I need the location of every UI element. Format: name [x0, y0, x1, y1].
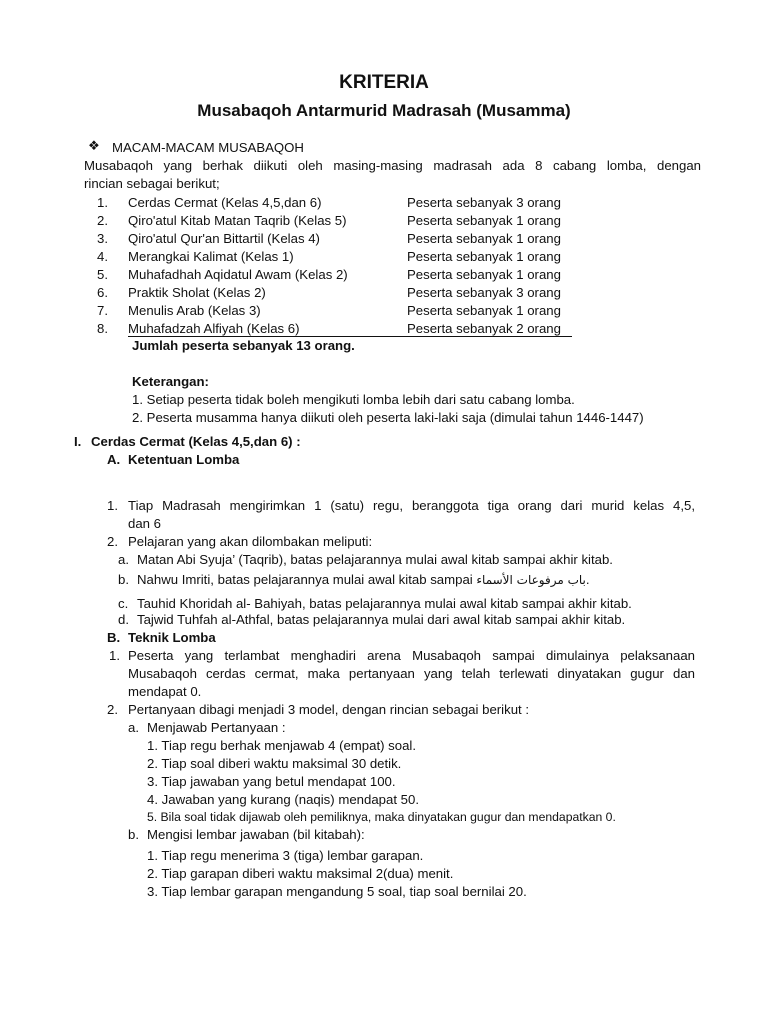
list-number: 1.	[107, 498, 118, 513]
lomba-number: 3.	[97, 231, 108, 246]
underline-divider	[128, 336, 572, 337]
subsection-heading-teknik: Teknik Lomba	[128, 630, 216, 645]
lomba-number: 4.	[97, 249, 108, 264]
lomba-name: Cerdas Cermat (Kelas 4,5,dan 6)	[128, 195, 322, 210]
lomba-number: 2.	[97, 213, 108, 228]
lomba-peserta: Peserta sebanyak 1 orang	[407, 231, 561, 246]
model-a-heading: Menjawab Pertanyaan :	[147, 720, 286, 735]
subsection-label-a: A.	[107, 452, 121, 467]
lomba-number: 8.	[97, 321, 108, 336]
lomba-number: 1.	[97, 195, 108, 210]
list-letter: c.	[118, 596, 129, 611]
pelajaran-item: Tauhid Khoridah al- Bahiyah, batas pelajarannya mulai awal kitab sampai akhir kitab.	[137, 596, 632, 611]
arabic-text: باب مرفوعات الأسماء	[476, 573, 586, 587]
lomba-number: 7.	[97, 303, 108, 318]
intro-line-1: Musabaqoh yang berhak diikuti oleh masing-masing madrasah ada 8 cabang lomba, dengan	[84, 158, 701, 173]
teknik-item-1-line-3: mendapat 0.	[128, 684, 202, 699]
model-a-item: 5. Bila soal tidak dijawab oleh pemiliknya, maka dinyatakan gugur dan mendapatkan 0.	[147, 810, 616, 824]
lomba-name: Praktik Sholat (Kelas 2)	[128, 285, 266, 300]
lomba-peserta: Peserta sebanyak 3 orang	[407, 195, 561, 210]
keterangan-label: Keterangan:	[132, 374, 209, 389]
list-letter: a.	[128, 720, 139, 735]
model-b-item: 3. Tiap lembar garapan mengandung 5 soal, tiap soal bernilai 20.	[147, 884, 527, 899]
lomba-peserta: Peserta sebanyak 1 orang	[407, 303, 561, 318]
keterangan-item: 2. Peserta musamma hanya diikuti oleh peserta laki-laki saja (dimulai tahun 1446-1447)	[132, 410, 644, 425]
total-peserta: Jumlah peserta sebanyak 13 orang.	[132, 338, 355, 353]
list-number: 2.	[107, 534, 118, 549]
lomba-name: Menulis Arab (Kelas 3)	[128, 303, 261, 318]
lomba-name: Qiro'atul Qur'an Bittartil (Kelas 4)	[128, 231, 320, 246]
lomba-name: Muhafadzah Alfiyah (Kelas 6)	[128, 321, 300, 336]
pelajaran-item: Tajwid Tuhfah al-Athfal, batas pelajarannya mulai dari awal kitab sampai akhir kitab.	[137, 612, 626, 627]
teknik-item-1-line-1: Peserta yang terlambat menghadiri arena Musabaqoh sampai dimulainya pelaksanaan	[128, 648, 695, 663]
lomba-number: 6.	[97, 285, 108, 300]
document-title: KRITERIA	[339, 72, 429, 93]
document-subtitle: Musabaqoh Antarmurid Madrasah (Musamma)	[197, 101, 571, 120]
subsection-heading-ketentuan: Ketentuan Lomba	[128, 452, 240, 467]
section-heading-cerdas-cermat: Cerdas Cermat (Kelas 4,5,dan 6) :	[91, 434, 301, 449]
model-a-item: 1. Tiap regu berhak menjawab 4 (empat) soal.	[147, 738, 417, 753]
model-b-heading: Mengisi lembar jawaban (bil kitabah):	[147, 827, 365, 842]
model-a-item: 3. Tiap jawaban yang betul mendapat 100.	[147, 774, 396, 789]
diamond-bullet-icon: ❖	[88, 138, 100, 153]
list-letter: d.	[118, 612, 129, 627]
model-a-item: 4. Jawaban yang kurang (naqis) mendapat 50.	[147, 792, 419, 807]
teknik-item-2: Pertanyaan dibagi menjadi 3 model, dengan rincian sebagai berikut :	[128, 702, 530, 717]
section-heading-macam: MACAM-MACAM MUSABAQOH	[112, 140, 304, 155]
pelajaran-item-end: .	[585, 572, 590, 587]
list-number: 2.	[107, 702, 118, 717]
lomba-number: 5.	[97, 267, 108, 282]
list-number: 1.	[109, 648, 120, 663]
ketentuan-item-1-line-1: Tiap Madrasah mengirimkan 1 (satu) regu, beranggota tiga orang dari murid kelas 4,5,	[128, 498, 695, 513]
lomba-peserta: Peserta sebanyak 1 orang	[407, 267, 561, 282]
intro-line-2: rincian sebagai berikut;	[84, 176, 220, 191]
pelajaran-item: Matan Abi Syuja’ (Taqrib), batas pelajarannya mulai awal kitab sampai akhir kitab.	[137, 552, 613, 567]
lomba-peserta: Peserta sebanyak 1 orang	[407, 249, 561, 264]
list-letter: a.	[118, 552, 129, 567]
pelajaran-item	[137, 572, 590, 587]
subsection-label-b: B.	[107, 630, 121, 645]
list-letter: b.	[128, 827, 139, 842]
model-b-item: 1. Tiap regu menerima 3 (tiga) lembar garapan.	[147, 848, 424, 863]
lomba-peserta: Peserta sebanyak 1 orang	[407, 213, 561, 228]
lomba-name: Qiro'atul Kitab Matan Taqrib (Kelas 5)	[128, 213, 347, 228]
keterangan-item: 1. Setiap peserta tidak boleh mengikuti lomba lebih dari satu cabang lomba.	[132, 392, 575, 407]
list-letter: b.	[118, 572, 129, 587]
section-number: I.	[74, 434, 82, 449]
lomba-name: Merangkai Kalimat (Kelas 1)	[128, 249, 294, 264]
model-b-item: 2. Tiap garapan diberi waktu maksimal 2(dua) menit.	[147, 866, 454, 881]
model-a-item: 2. Tiap soal diberi waktu maksimal 30 detik.	[147, 756, 402, 771]
ketentuan-item-2: Pelajaran yang akan dilombakan meliputi:	[128, 534, 373, 549]
teknik-item-1-line-2: Musabaqoh cerdas cermat, maka pertanyaan yang telah terlewati dinyatakan gugur dan	[128, 666, 695, 681]
pelajaran-item-text: Nahwu Imriti, batas pelajarannya mulai awal kitab sampai	[137, 572, 473, 587]
lomba-peserta: Peserta sebanyak 2 orang	[407, 321, 561, 336]
lomba-peserta: Peserta sebanyak 3 orang	[407, 285, 561, 300]
ketentuan-item-1-line-2: dan 6	[128, 516, 162, 531]
lomba-name: Muhafadhah Aqidatul Awam (Kelas 2)	[128, 267, 348, 282]
